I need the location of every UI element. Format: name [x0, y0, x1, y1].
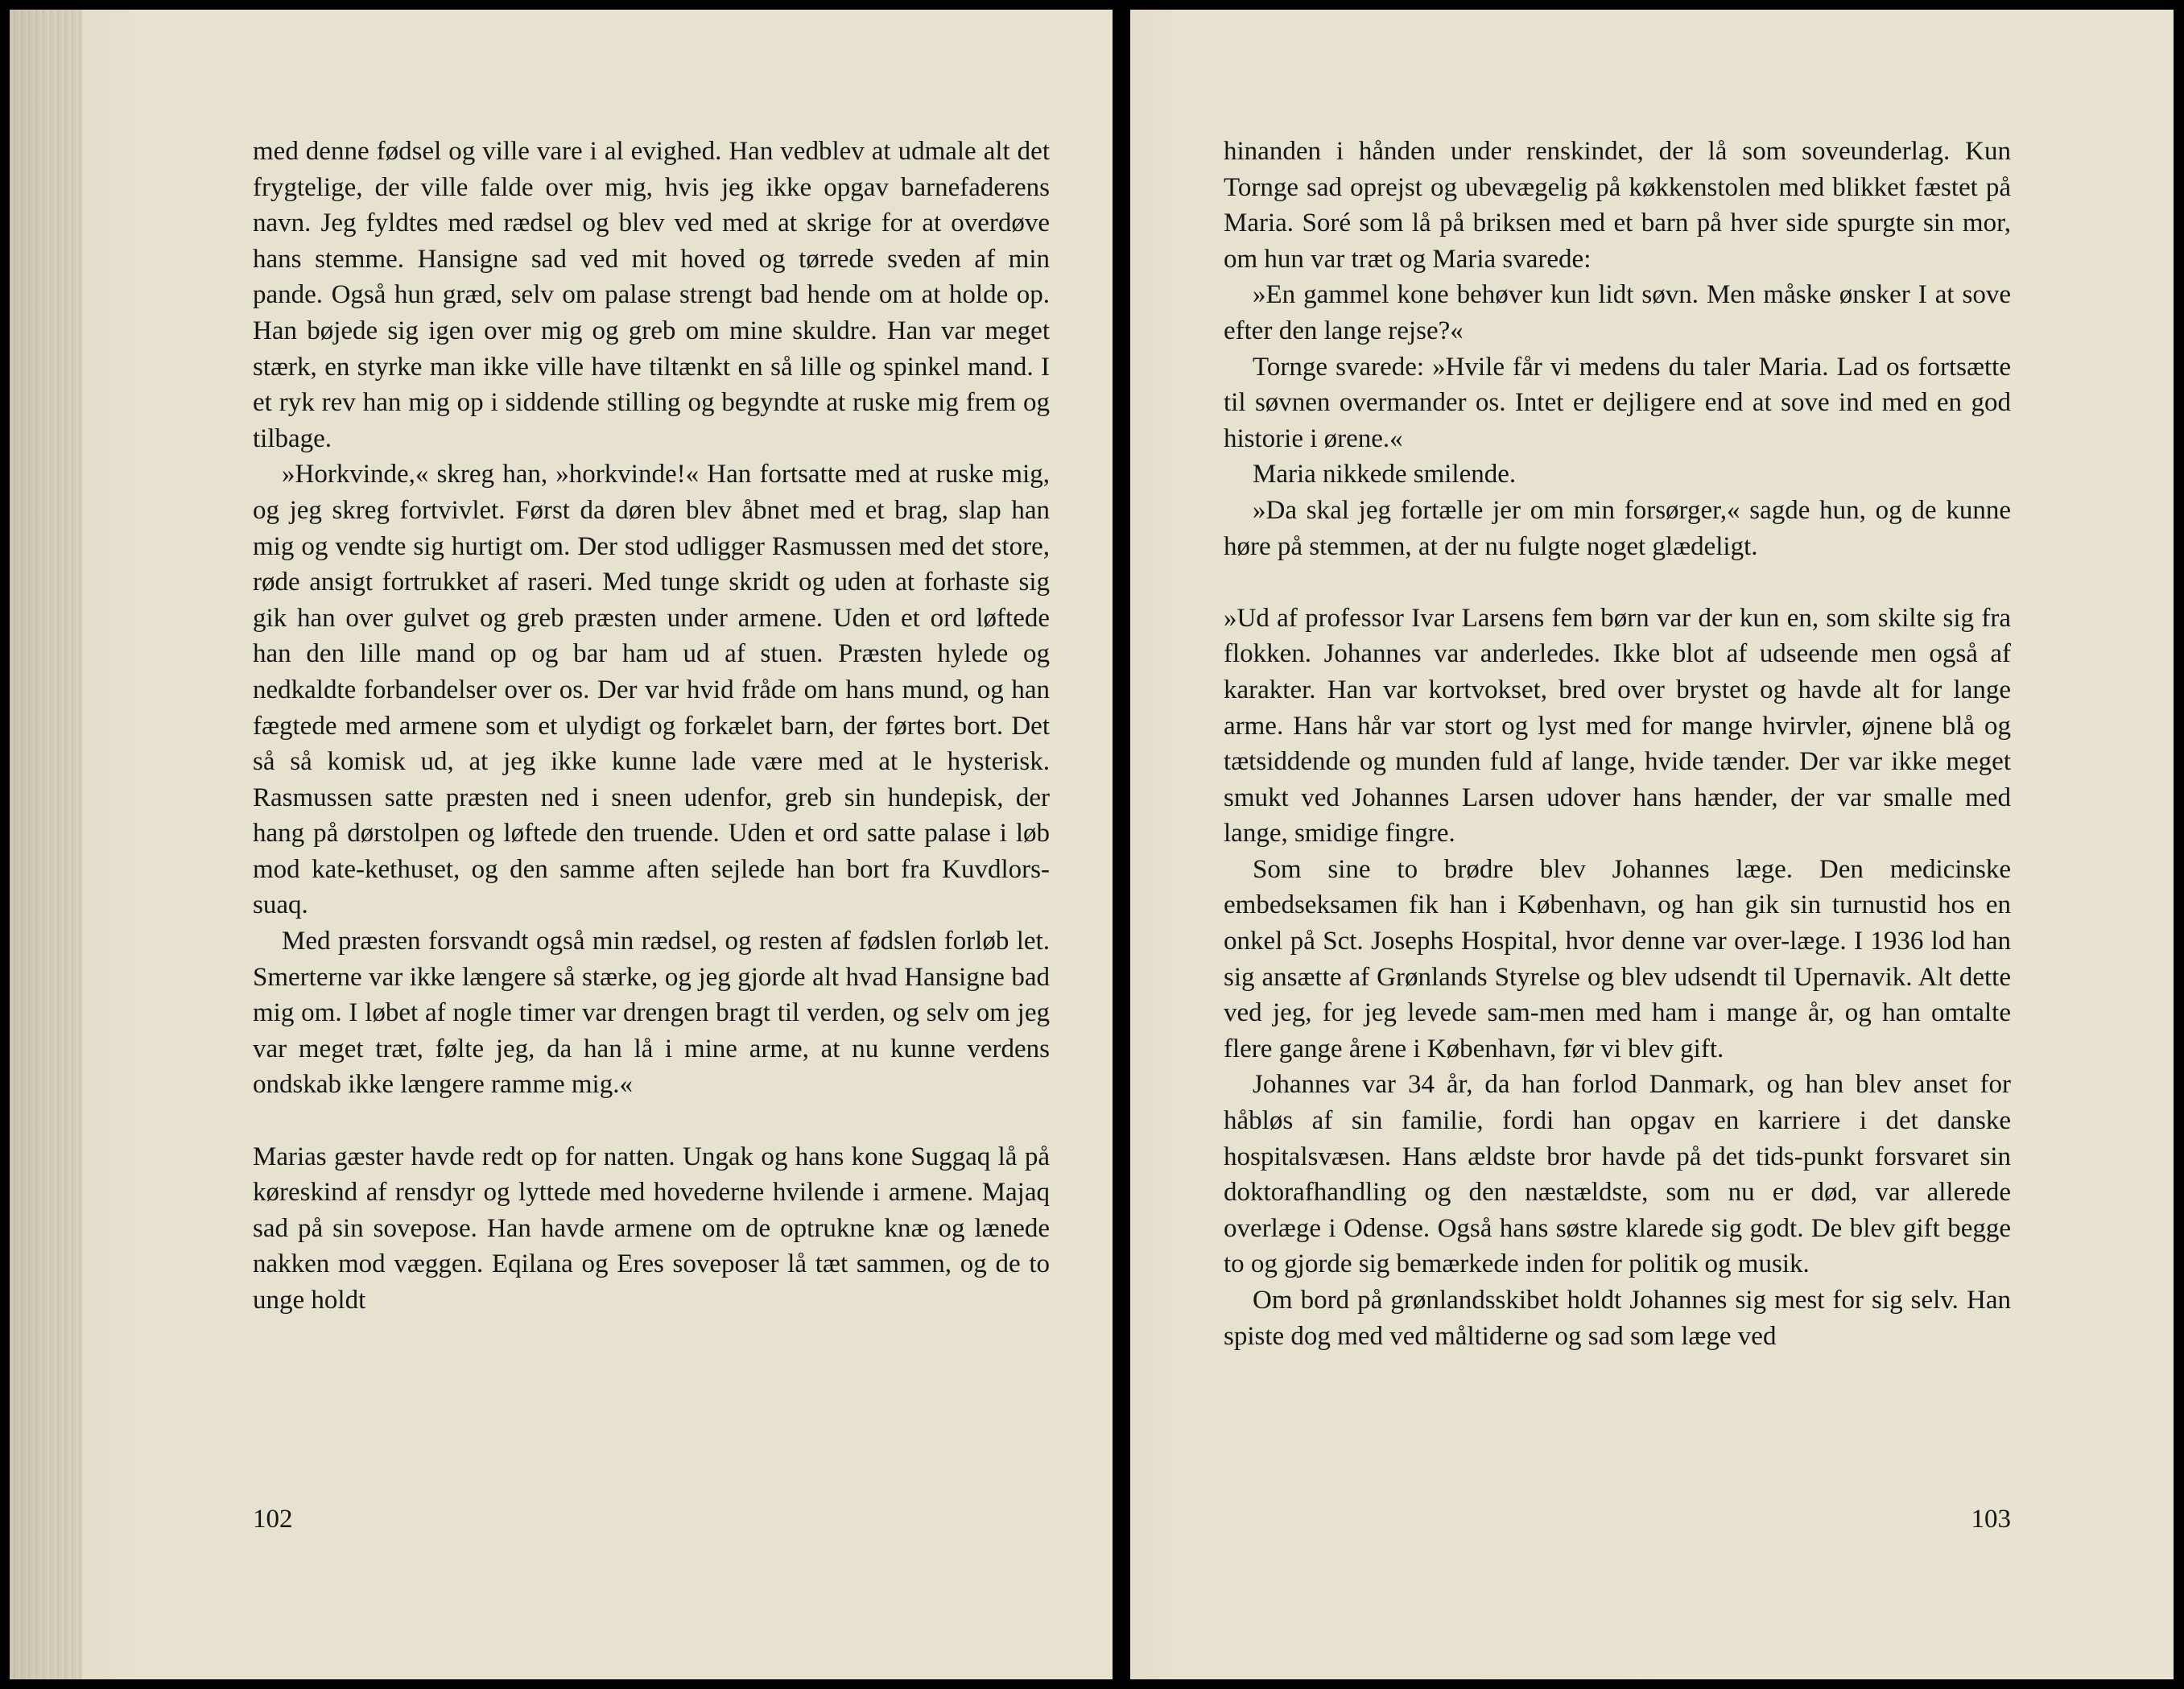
- paragraph: »Da skal jeg fortælle jer om min forsørger,« sagde hun, og de kunne høre på stemmen, at der nu fulgte noget glædeligt.: [1224, 495, 2011, 561]
- right-page-text: [1224, 134, 2011, 1354]
- paragraph: »En gammel kone behøver kun lidt søvn. Men måske ønsker I at sove efter den lange rejse?«: [1224, 280, 2011, 345]
- paragraph: Med præsten forsvandt også min rædsel, og resten af fødslen forløb let. Smerterne var ikke længere så stærke, og jeg gjorde alt hvad Hansigne bad mig om. I løbet af nogle timer var drengen bragt til verden, og selv om jeg var meget træt, følte jeg, da han lå i mine arme, at nu kunne verdens ondskab ikke længere ramme mig.«: [253, 927, 1050, 1100]
- paragraph: »Horkvinde,« skreg han, »horkvinde!« Han fortsatte med at ruske mig, og jeg skreg fortvivlet. Først da døren blev åbnet med et brag, slap han mig og vendte sig hurtigt om. Der stod udligger Rasmussen med det store, røde ansigt fortrukket af raseri. Med tunge skridt og uden at forhaste sig gik han over gulvet og greb præsten under armene. Uden et ord løftede han den lille mand op og bar ham ud af stuen. Præsten hylede og nedkaldte forbandelser over os. Der var hvid fråde om hans mund, og han fægtede med armene som et ulydigt og forkælet barn, der førtes bort. Det så så komisk ud, at jeg ikke kunne lade være med at le hysterisk. Rasmussen satte præsten ned i sneen udenfor, greb sin hundepisk, der hang på dørstolpen og løftede den truende. Uden et ord satte palase i løb mod kate-kethuset, og den samme aften sejlede han bort fra Kuvdlors-suaq.: [253, 460, 1050, 920]
- right-page: [1130, 10, 2174, 1679]
- page-edge-shading: [10, 10, 82, 1679]
- paragraph: Maria nikkede smilende.: [1253, 460, 1517, 489]
- page-number-right: 103: [1971, 1505, 2011, 1534]
- page-number-left: 102: [253, 1505, 293, 1534]
- left-page: [10, 10, 1113, 1679]
- paragraph: Johannes var 34 år, da han forlod Danmark, og han blev anset for håbløs af sin familie, fordi han opgav en karriere i det danske hospitalsvæsen. Hans ældste bror havde på det tids-punkt forsvaret sin doktorafhandling og den næstældste, som nu er død, var allerede overlæge i Odense. Også hans søstre klarede sig godt. De blev gift begge to og gjorde sig bemærkede inden for politik og musik.: [1224, 1070, 2011, 1279]
- paragraph: med denne fødsel og ville vare i al evighed. Han vedblev at udmale alt det frygtelige, der ville falde over mig, hvis jeg ikke opgav barnefaderens navn. Jeg fyldtes med rædsel og blev ved med at skrige for at overdøve hans stemme. Hansigne sad ved mit hoved og tørrede sveden af min pande. Også hun græd, selv om palase strengt bad hende om at holde op. Han bøjede sig igen over mig og greb om mine skuldre. Han var meget stærk, en styrke man ikke ville have tiltænkt en så lille og spinkel mand. I et ryk rev han mig op i siddende stilling og begyndte at ruske mig frem og tilbage.: [253, 137, 1050, 453]
- paragraph: »Ud af professor Ivar Larsens fem børn var der kun en, som skilte sig fra flokken. Johannes var anderledes. Ikke blot af udseende men også af karakter. Han var kortvokset, bred over brystet og havde alt for lange arme. Hans hår var stort og lyst med for mange hvirvler, øjnene blå og tætsiddende og munden fuld af lange, hvide tænder. Der var ikke meget smukt ved Johannes Larsen udover hans hænder, der var smalle med lange, smidige fingre.: [1224, 603, 2011, 849]
- paragraph: Som sine to brødre blev Johannes læge. Den medicinske embedseksamen fik han i København, og han gik sin turnustid hos en onkel på Sct. Josephs Hospital, hvor denne var over-læge. I 1936 lod han sig ansætte af Grønlands Styrelse og blev udsendt til Upernavik. Alt dette ved jeg, for jeg levede sam-men med ham i mange år, og han omtalte flere gange årene i København, før vi blev gift.: [1224, 854, 2011, 1063]
- left-page-text: [253, 134, 1050, 1319]
- paragraph: Tornge svarede: »Hvile får vi medens du taler Maria. Lad os fortsætte til søvnen overmander os. Intet er dejligere end at sove ind med en god historie i ørene.«: [1224, 352, 2011, 453]
- paragraph: Marias gæster havde redt op for natten. Ungak og hans kone Suggaq lå på køreskind af rensdyr og lyttede med hovederne hvilende i armene. Majaq sad på sin sovepose. Han havde armene om de optrukne knæ og lænede nakken mod væggen. Eqilana og Eres soveposer lå tæt sammen, og de to unge holdt: [253, 1142, 1050, 1315]
- paragraph: Om bord på grønlandsskibet holdt Johannes sig mest for sig selv. Han spiste dog med ved måltiderne og sad som læge ved: [1224, 1286, 2011, 1351]
- paragraph: hinanden i hånden under renskindet, der lå som soveunderlag. Kun Tornge sad oprejst og ubevægelig på køkkenstolen med blikket fæstet på Maria. Soré som lå på briksen med et barn på hver side spurgte sin mor, om hun var træt og Maria svarede:: [1224, 137, 2011, 274]
